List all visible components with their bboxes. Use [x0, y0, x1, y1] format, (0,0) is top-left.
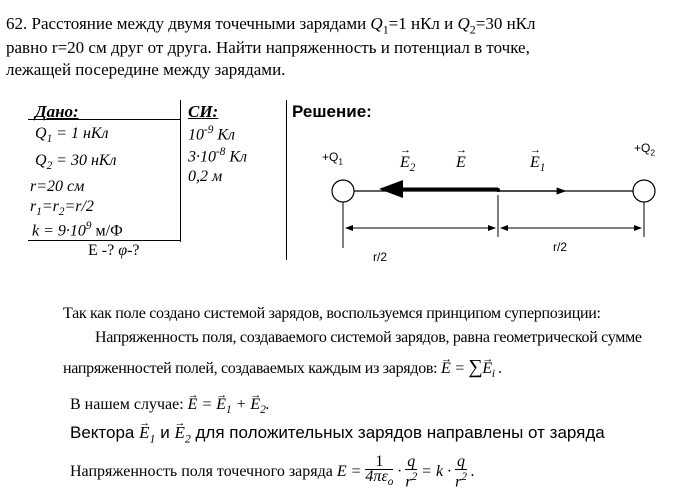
problem-number: 62.: [6, 14, 28, 33]
text-line-5: Вектора → $E_1$ $и \to E_2$ для положительных зарядов направлены от заряда: [70, 423, 605, 448]
text-line-5-b: для положительных зарядов направлены от заряда: [195, 423, 605, 442]
field-diagram: [300, 140, 675, 270]
formula-point-charge: E = 1 $4\pi\varepsilon_o$ · $\frac{q}{r^2}$ = k · $\frac{q}{r^2}$ .: [336, 453, 475, 490]
si-q2: $3\cdot 10^{-8}$ Кл: [188, 146, 247, 166]
si-solution-divider: [286, 100, 287, 260]
label-q1: $+Q_1$: [322, 150, 344, 167]
charge-q2-circle: [633, 180, 655, 202]
given-header-rule: [28, 119, 180, 120]
problem-line-3: лежащей посередине между зарядами.: [6, 60, 286, 79]
label-r-half-left: r/2: [373, 250, 388, 264]
given-find: E -? φ-?: [88, 242, 140, 259]
given-si-divider: [180, 100, 181, 242]
solution-header: Решение:: [292, 102, 372, 121]
si-header: СИ:: [188, 102, 219, 121]
label-q2: $+Q_2$: [634, 141, 656, 158]
text-line-6-label: Напряженность поля точечного заряда: [70, 462, 333, 480]
text-line-1: Так как поле создано системой зарядов, воспользуемся принципом суперпозиции:: [63, 305, 601, 322]
given-r12: $r_1=r_2=r/2$: [30, 198, 94, 219]
charge-q1-circle: [332, 180, 354, 202]
text-line-4: [70, 395, 270, 420]
text-line-3: [63, 357, 502, 384]
formula-superposition: → E = ∑→ $E_i$ .: [441, 360, 502, 377]
text-line-2: Напряженность поля, создаваемого системой зарядов, равна геометрической сумме: [95, 329, 642, 346]
problem-line-1: 62. Расстояние между двумя точечными зарядами $Q_1=1$ нКл и $Q_2=30$ нКл: [6, 14, 536, 37]
label-e1: → $E_1$: [530, 154, 545, 174]
text-line-3-label: напряженностей полей, создаваемых каждым из зарядов:: [63, 360, 438, 377]
given-header: Дано:: [35, 102, 79, 121]
label-r-half-right: r/2: [553, 240, 568, 254]
given-find-rule: [28, 240, 180, 241]
midpoint-dot: [496, 188, 500, 192]
si-q1: $10^{-9}$ Кл: [188, 124, 235, 144]
given-k: $k = 9\cdot 10^9$ м/Ф: [32, 220, 123, 240]
given-q2: $Q_2 = 30$ нКл: [35, 152, 117, 173]
text-line-5-and: и: [160, 423, 170, 442]
problem-line-2: равно r=20 см друг от друга. Найти напряженность и потенциал в точке,: [6, 38, 530, 57]
text-line-4-label: В нашем случае:: [70, 396, 184, 413]
given-q1: $Q_1 = 1$ нКл: [35, 125, 109, 146]
text-line-5-a: Вектора: [70, 423, 135, 442]
label-e: → E: [456, 154, 466, 172]
given-r: r=20 см: [30, 178, 85, 195]
formula-case: → E = → $E_1$ + → $E_2$.: [188, 396, 270, 413]
si-r: 0,2 м: [188, 168, 223, 185]
text-line-6: [70, 455, 475, 489]
label-e2: → $E_2$: [400, 154, 415, 174]
